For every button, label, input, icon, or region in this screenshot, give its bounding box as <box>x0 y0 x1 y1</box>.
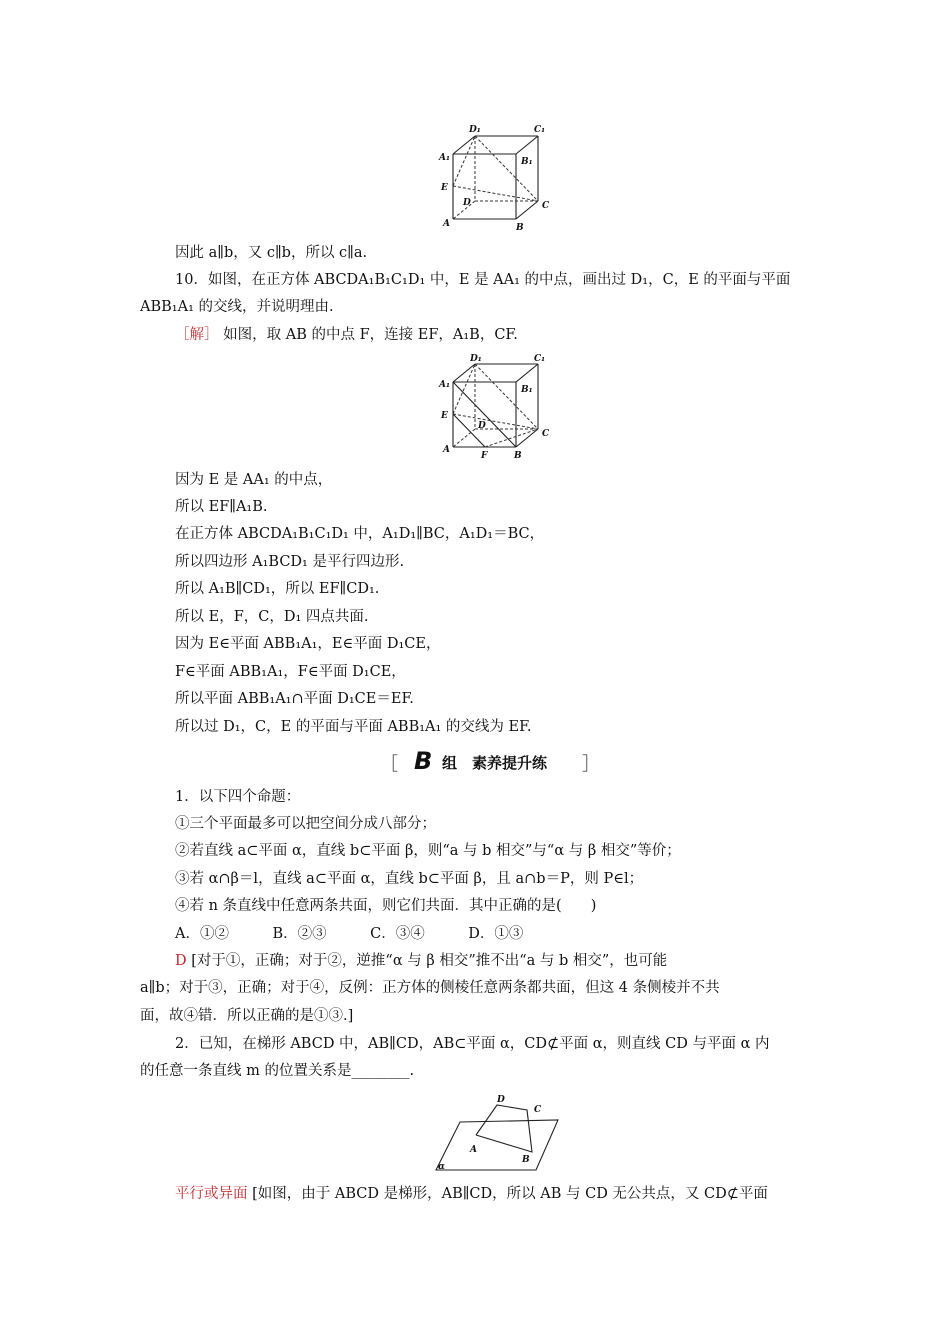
label-a: A <box>470 1145 477 1155</box>
text-line: 因此 a∥b，又 c∥b，所以 c∥a. <box>175 245 368 261</box>
text-line: F∈平面 ABB₁A₁，F∈平面 D₁CE， <box>175 664 406 680</box>
section-header <box>380 747 600 776</box>
text-line: 的任意一条直线 m 的位置关系是________. <box>140 1063 415 1079</box>
statement-4: ④若 n 条直线中任意两条共面，则它们共面．其中正确的是( ) <box>175 898 597 914</box>
text-line: 所以四边形 A₁BCD₁ 是平行四边形. <box>175 554 405 570</box>
label-c: C <box>542 429 550 439</box>
text-line: 因为 E∈平面 ABB₁A₁，E∈平面 D₁CE， <box>175 636 441 652</box>
text-line: 所以 A₁B∥CD₁，所以 EF∥CD₁. <box>175 581 380 597</box>
label-b: B <box>516 223 524 233</box>
label-c1: C₁ <box>534 354 546 364</box>
statement-1: ①三个平面最多可以把空间分成八部分； <box>175 816 436 832</box>
label-b1: B₁ <box>521 157 533 167</box>
label-d1: D₁ <box>470 354 482 364</box>
label-d: D <box>478 421 486 431</box>
label-a1: A₁ <box>439 380 450 390</box>
header-bracket-right: ］ <box>582 754 600 775</box>
cube-figure-2 <box>430 352 560 462</box>
label-b: B <box>514 451 522 461</box>
question-2: 2．已知，在梯形 ABCD 中，AB∥CD，AB⊂平面 α，CD⊄平面 α，则直线 CD 与平面 α 内 <box>175 1036 770 1052</box>
solution-line <box>175 325 518 345</box>
question-1: 1．以下四个命题： <box>175 789 301 805</box>
label-e: E <box>441 183 448 193</box>
plane-trapezoid-figure <box>430 1090 570 1174</box>
label-f: F <box>481 451 488 461</box>
header-letter: B <box>414 747 433 775</box>
label-e: E <box>441 411 448 421</box>
answer-line <box>175 951 667 971</box>
choices: A．①② B．②③ C．③④ D．①③ <box>175 926 524 942</box>
cube-figure-1 <box>430 122 560 234</box>
text-line: ABB₁A₁ 的交线，并说明理由. <box>140 299 334 315</box>
text-line: a∥b；对于③，正确；对于④，反例：正方体的侧棱任意两条都共面，但这 4 条侧棱并不共 <box>140 980 720 996</box>
label-alpha: α <box>438 1162 445 1172</box>
explanation-text: [如图，由于 ABCD 是梯形，AB∥CD，所以 AB 与 CD 无公共点，又 CD⊄平面 <box>252 1186 768 1202</box>
label-a: A <box>443 445 450 455</box>
label-c: C <box>542 201 550 211</box>
problem-10: 10．如图，在正方体 ABCDA₁B₁C₁D₁ 中，E 是 AA₁ 的中点，画出过 D₁，C，E 的平面与平面 <box>175 272 791 288</box>
label-a: A <box>443 219 450 229</box>
label-c1: C₁ <box>534 125 546 135</box>
text-line: 所以过 D₁，C，E 的平面与平面 ABB₁A₁ 的交线为 EF. <box>175 719 532 735</box>
text-line: 在正方体 ABCDA₁B₁C₁D₁ 中，A₁D₁∥BC，A₁D₁＝BC， <box>175 526 545 542</box>
label-c: C <box>534 1105 542 1115</box>
label-d1: D₁ <box>469 125 481 135</box>
text-line: 所以 E，F，C，D₁ 四点共面. <box>175 609 369 625</box>
text-line: 所以 EF∥A₁B. <box>175 499 268 515</box>
label-b: B <box>522 1155 530 1165</box>
statement-3: ③若 α∩β＝l，直线 a⊂平面 α，直线 b⊂平面 β，且 a∩b＝P，则 P∈l； <box>175 871 644 887</box>
label-d: D <box>463 198 471 208</box>
answer-q2: 平行或异面 <box>175 1186 248 1202</box>
answer-line <box>175 1184 768 1204</box>
label-d: D <box>497 1095 505 1105</box>
statement-2: ②若直线 a⊂平面 α，直线 b⊂平面 β，则“a 与 b 相交”与“α 与 β 相交”等价； <box>175 843 681 859</box>
header-bracket-left: ［ <box>380 754 398 775</box>
solution-text: 如图，取 AB 的中点 F，连接 EF，A₁B，CF. <box>223 327 518 343</box>
text-line: 所以平面 ABB₁A₁∩平面 D₁CE＝EF. <box>175 691 414 707</box>
text-line: 因为 E 是 AA₁ 的中点， <box>175 472 333 488</box>
explanation-text: [对于①，正确；对于②，逆推“α 与 β 相交”推不出“a 与 b 相交”，也可能 <box>191 953 668 969</box>
label-a1: A₁ <box>439 153 450 163</box>
text-line: 面，故④错．所以正确的是①③.] <box>140 1008 354 1024</box>
solution-label: ［解］ <box>175 327 219 343</box>
header-text: 组 素养提升练 <box>442 754 548 772</box>
label-b1: B₁ <box>521 385 533 395</box>
answer-q1: D <box>175 953 187 969</box>
